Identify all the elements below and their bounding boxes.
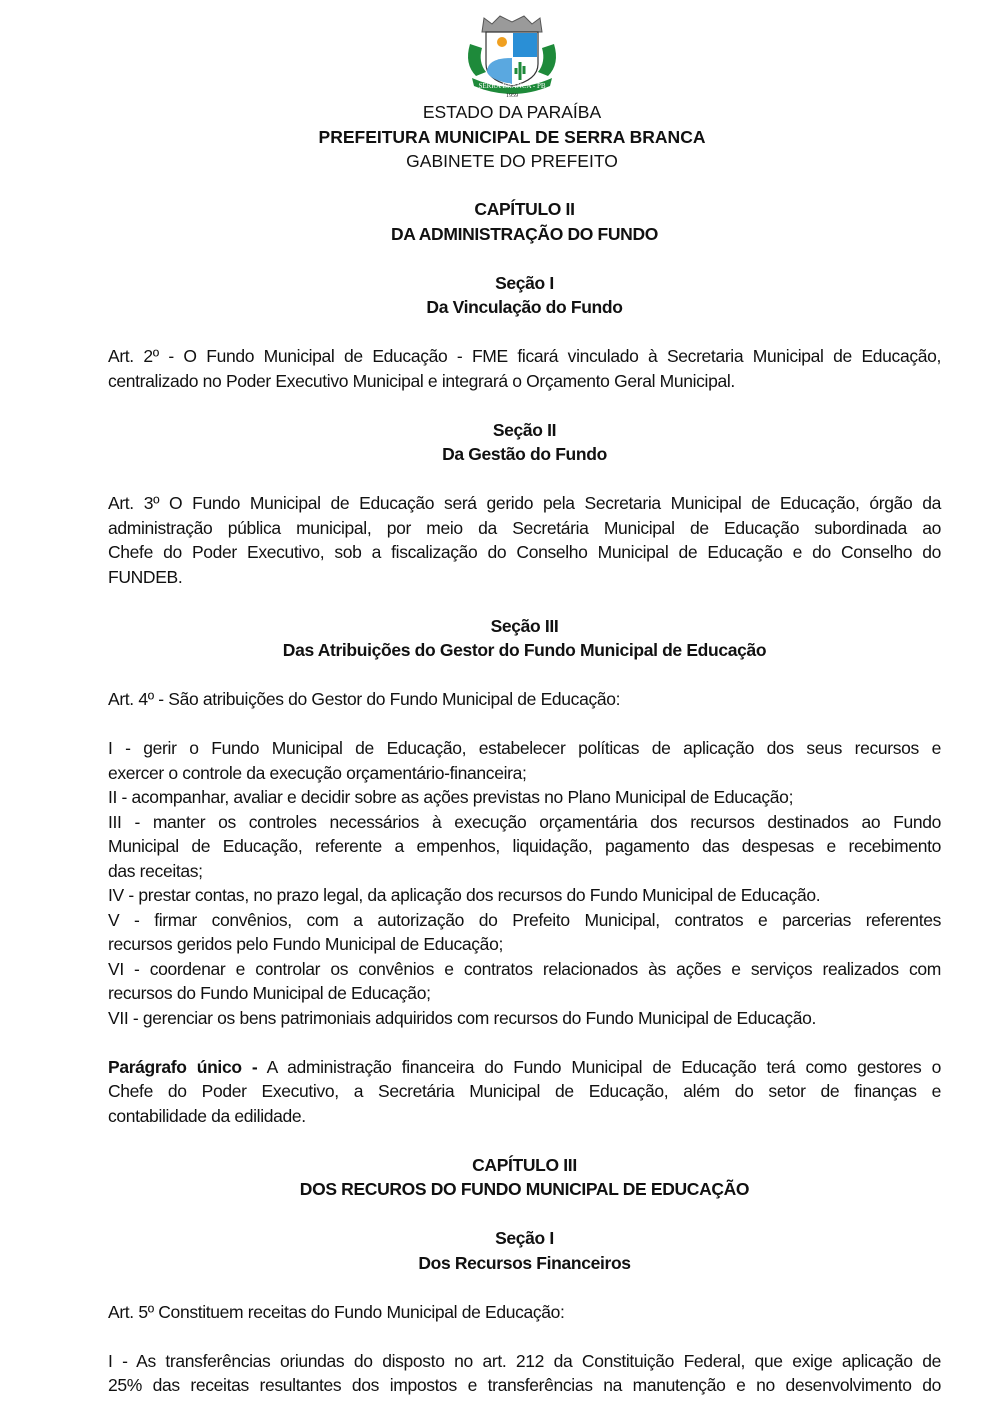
text-line: FUNDEB.: [108, 566, 183, 587]
text-line: recursos geridos pelo Fundo Municipal de Educação;: [108, 934, 503, 954]
text-line: V - firmar convênios, com a autorização do Prefeito Municipal, contratos e parcerias referentes: [108, 909, 941, 930]
section-3-title: Seção III: [490, 615, 559, 636]
logo-banner-text: SERRA BRANCA - PB: [478, 82, 546, 90]
text-line: exercer o controle da execução orçamentário-financeira;: [108, 762, 527, 783]
section-2-title: Seção II: [492, 419, 557, 440]
text-line: administração pública municipal, por meio da Secretária Municipal de Educação subordinada ao: [108, 517, 941, 538]
article-4: Art. 4º - São atribuições do Gestor do Fundo Municipal de Educação:: [108, 689, 621, 709]
article-4-items: [108, 736, 941, 1030]
list-item: [108, 883, 941, 908]
office-name: GABINETE DO PREFEITO: [406, 151, 618, 171]
text-line: das receitas;: [108, 860, 203, 881]
text-line: 25% das receitas resultantes dos impostos e transferências na manutenção e no desenvolvimento do: [108, 1375, 941, 1395]
text-line: VI - coordenar e controlar os convênios e contratos relacionados às ações e serviços realizados com: [108, 958, 941, 979]
letterhead: [300, 100, 724, 174]
text-line: I - gerir o Fundo Municipal de Educação, estabelecer políticas de aplicação dos seus recursos e: [108, 738, 941, 758]
article-3: [108, 491, 941, 589]
text-line: Art. 2º - O Fundo Municipal de Educação - FME ficará vinculado à Secretaria Municipal de Educação,: [108, 346, 941, 366]
chapter-2-subtitle: DA ADMINISTRAÇÃO DO FUNDO: [390, 223, 659, 244]
text-line: Parágrafo único - A administração financeira do Fundo Municipal de Educação terá como gestores o: [108, 1056, 941, 1077]
text-line: III - manter os controles necessários à execução orçamentária dos recursos destinados ao Fundo: [108, 811, 941, 832]
section-1-title: Seção I: [495, 272, 554, 293]
text-line: I - As transferências oriundas do disposto no art. 212 da Constituição Federal, que exige aplicação de: [108, 1350, 941, 1371]
section-1b-subtitle: Dos Recursos Financeiros: [418, 1252, 631, 1273]
list-item: [108, 810, 941, 884]
sole-paragraph-label: Parágrafo único -: [108, 1056, 258, 1077]
section-1b-title: Seção I: [495, 1228, 554, 1248]
sole-paragraph: [108, 1055, 941, 1129]
text-line: Art. 3º O Fundo Municipal de Educação será gerido pela Secretaria Municipal de Educação, órgão da: [108, 493, 941, 513]
text-line: Chefe do Poder Executivo, a Secretária Municipal de Educação, além do setor de finanças e: [108, 1081, 941, 1101]
text-line: Municipal de Educação, referente a empenhos, liquidação, pagamento das despesas e recebimento: [108, 836, 941, 856]
list-item: [108, 736, 941, 785]
list-item: [108, 908, 941, 957]
article-2: [108, 344, 941, 393]
text-line: contabilidade da edilidade.: [108, 1105, 306, 1126]
text-line: centralizado no Poder Executivo Municipal e integrará o Orçamento Geral Municipal.: [108, 370, 735, 391]
section-3-subtitle: Das Atribuições do Gestor do Fundo Municipal de Educação: [282, 640, 767, 660]
municipality-name: PREFEITURA MUNICIPAL DE SERRA BRANCA: [318, 126, 706, 147]
state-name: ESTADO DA PARAÍBA: [422, 102, 602, 122]
chapter-3-title: CAPÍTULO III: [472, 1154, 577, 1175]
list-item: [108, 1006, 941, 1031]
text-line: VII - gerenciar os bens patrimoniais adquiridos com recursos do Fundo Municipal de Educação.: [108, 1007, 817, 1028]
chapter-2-title: CAPÍTULO II: [474, 199, 575, 219]
text-line: IV - prestar contas, no prazo legal, da aplicação dos recursos do Fundo Municipal de Educação.: [108, 885, 821, 905]
logo-year: 1959: [506, 93, 518, 98]
text-line: Chefe do Poder Executivo, sob a fiscalização do Conselho Municipal de Educação e do Conselho do: [108, 542, 941, 562]
text-line: II - acompanhar, avaliar e decidir sobre as ações previstas no Plano Municipal de Educação;: [108, 787, 794, 807]
section-2-subtitle: Da Gestão do Fundo: [442, 444, 607, 464]
list-item: [108, 785, 941, 810]
list-item: [108, 1349, 941, 1398]
article-5-items: [108, 1349, 941, 1398]
document-body: [108, 197, 941, 1398]
text-line: recursos do Fundo Municipal de Educação;: [108, 983, 431, 1003]
chapter-3-subtitle: DOS RECUROS DO FUNDO MUNICIPAL DE EDUCAÇÃO: [299, 1179, 750, 1199]
article-5: Art. 5º Constituem receitas do Fundo Municipal de Educação:: [108, 1301, 565, 1322]
section-1-subtitle: Da Vinculação do Fundo: [426, 297, 623, 317]
list-item: [108, 957, 941, 1006]
coat-of-arms-logo: [462, 14, 562, 98]
